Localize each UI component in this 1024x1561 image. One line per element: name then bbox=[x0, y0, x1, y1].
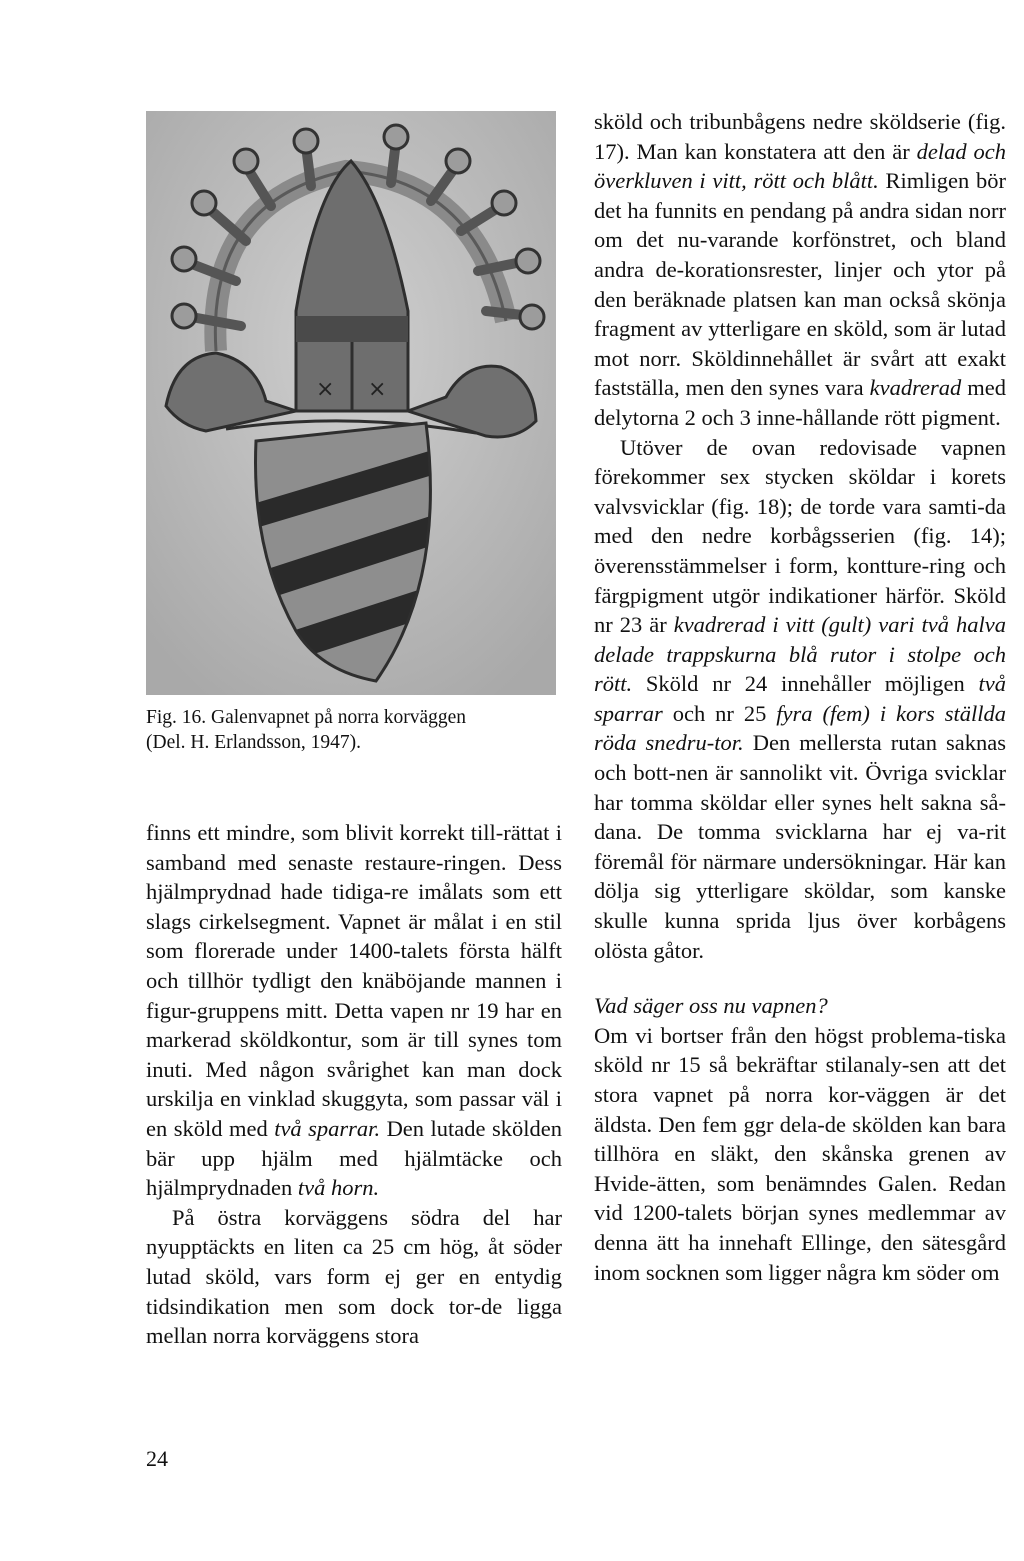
italic-text-run: två horn. bbox=[297, 1175, 380, 1201]
text-run: med delytorna 2 och 3 inne-hållande rött pigment. bbox=[594, 375, 1006, 430]
left-column bbox=[146, 818, 562, 1351]
right-paragraph-2 bbox=[594, 433, 1006, 966]
text-run: och nr 25 bbox=[662, 700, 777, 726]
text-run: sköld och tribunbågens nedre sköldserie (fig. 17). Man kan konstatera att den är bbox=[594, 109, 1006, 164]
svg-text:×: × bbox=[316, 377, 335, 402]
right-column bbox=[594, 107, 1006, 1287]
figure-caption bbox=[146, 705, 560, 755]
text-run: Rimligen bör det ha funnits en pendang på andra sidan norr om det nu-varande korfönstret, och bland andra de-korationsrester, linjer och ytor på den beräknade platsen kan man också skönja fragment av ytterligare en sköld, som är lutad mot norr. Sköldinnehållet är svårt att exakt fastställa, men den synes vara bbox=[594, 168, 1006, 401]
caption-line-2: (Del. H. Erlandsson, 1947). bbox=[146, 732, 362, 753]
text-run: Den lutade skölden bär upp hjälm med hjälmtäcke och hjälmprydnaden bbox=[146, 1115, 562, 1201]
text-run: finns ett mindre, som blivit korrekt till-rättat i samband med senaste restaure-ringen. Dess hjälmprydnad hade tidiga-re imålats som ett slags cirkelsegment. Vapnet är målat i en stil som florerade under 1400-talets första hälft och tillhör tydligt den knäböjande mannen i figur-gruppens mitt. Detta vapen nr 19 har en markerad sköldkontur, som är till synes tom inuti. Med någon svårighet kan man dock urskilja en vinklad skuggyta, som passar väl i en sköld med bbox=[146, 820, 562, 1141]
right-paragraph-1 bbox=[594, 107, 1006, 433]
italic-text-run: två sparrar bbox=[594, 671, 1006, 726]
right-paragraph-3 bbox=[594, 1021, 1006, 1287]
caption-line-1: Fig. 16. Galenvapnet på norra korväggen bbox=[146, 707, 467, 728]
italic-text-run: delad och överkluven i vitt, rött och blått. bbox=[594, 138, 1006, 194]
text-run: På östra korväggens södra del har nyupptäckts en liten ca 25 cm hög, åt söder lutad sköld, vars form ej ger en entydig tidsindikation men som dock tor-de ligga mellan norra korväggens stora bbox=[146, 1204, 562, 1349]
left-paragraph-2 bbox=[146, 1203, 562, 1351]
left-paragraph-1 bbox=[146, 818, 562, 1203]
italic-text-run: två sparrar. bbox=[274, 1115, 381, 1141]
galen-coat-of-arms-illustration bbox=[146, 111, 556, 695]
figure-16-coat-of-arms bbox=[146, 111, 556, 695]
svg-text:×: × bbox=[368, 377, 387, 402]
page-number: 24 bbox=[146, 1446, 168, 1471]
italic-text-run: kvadrerad bbox=[869, 375, 962, 401]
section-heading: Vad säger oss nu vapnen? bbox=[594, 993, 828, 1019]
text-run: Sköld nr 24 innehåller möjligen bbox=[632, 671, 979, 697]
italic-text-run: fyra (fem) i kors ställda röda snedru-tor. bbox=[594, 700, 1006, 756]
text-run: Om vi bortser från den högst problema-tiska sköld nr 15 så bekräftar stilanaly-sen att det stora vapnet på norra kor-väggen är det äldsta. Den fem ggr dela-de skölden kan bara tillhöra en släkt, den skånska grenen av Hvide-ätten, som benämndes Galen. Redan vid 1200-talets början synes medlemmar av denna ätt ha innehaft Ellinge, den sätesgård inom socknen som ligger några km söder om bbox=[594, 1022, 1006, 1285]
text-run: Den mellersta rutan saknas och bott-nen är sannolikt vit. Övriga svicklar har tomma sköldar eller synes helt sakna så-dana. De tomma svicklarna har ej va-rit föremål för närmare undersökningar. Här kan dölja sig ytterligare sköldar, som kanske skulle kunna sprida ljus över korbågens olösta gåtor. bbox=[594, 730, 1007, 963]
italic-text-run: kvadrerad i vitt (gult) vari två halva delade trappskurna blå rutor i stolpe och rött. bbox=[594, 612, 1006, 697]
text-run: Utöver de ovan redovisade vapnen förekommer sex stycken sköldar i korets valvsvicklar (fig. 18); de torde vara samti-da med den nedre korbågsserien (fig. 14); överensstämmelser i form, kontture-ring och färgpigment utgör indikationer härför. Sköld nr 23 är bbox=[594, 434, 1006, 638]
